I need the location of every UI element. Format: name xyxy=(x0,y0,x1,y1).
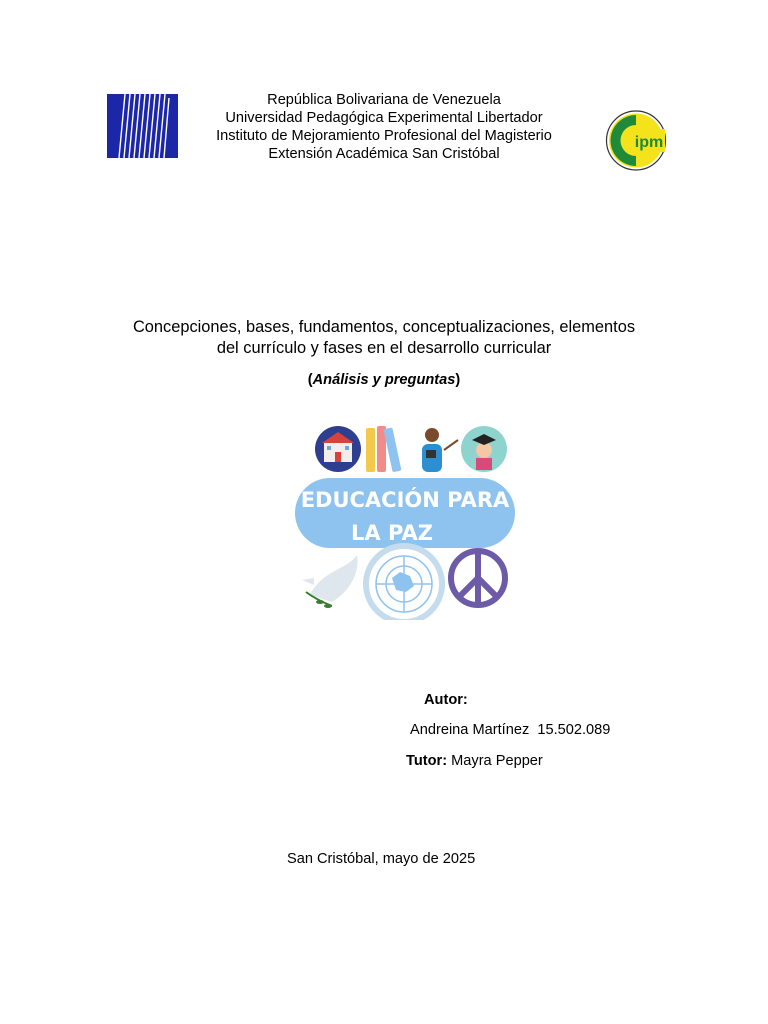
place-date: San Cristóbal, mayo de 2025 xyxy=(287,851,476,867)
graduate-icon xyxy=(461,426,507,472)
header-line-country: República Bolivariana de Venezuela xyxy=(267,92,501,108)
title-line-1: Concepciones, bases, fundamentos, conceptualizaciones, elementos xyxy=(132,318,636,336)
banner-line-2: LA PAZ xyxy=(351,521,433,545)
peace-education-graphic xyxy=(292,420,520,620)
un-emblem-icon xyxy=(366,546,442,620)
subtitle-text: Análisis y preguntas xyxy=(312,372,456,388)
tutor-label: Tutor: xyxy=(406,753,448,769)
header-line-institute: Instituto de Mejoramiento Profesional del Magisterio xyxy=(216,128,552,144)
tutor-line xyxy=(406,753,543,769)
books-icon xyxy=(366,426,401,472)
institution-header xyxy=(190,91,578,163)
ipm-logo-text: ipm xyxy=(634,134,664,151)
tutor-name: Mayra Pepper xyxy=(451,753,543,769)
title-line-2: del currículo y fases en el desarrollo curricular xyxy=(216,339,552,357)
subtitle-open-paren: ( xyxy=(307,372,313,388)
document-title xyxy=(84,317,684,359)
upel-stripes-icon xyxy=(107,94,178,158)
upel-logo xyxy=(107,94,178,158)
header-line-extension: Extensión Académica San Cristóbal xyxy=(268,146,500,162)
ipm-logo xyxy=(605,109,667,172)
author-label: Autor: xyxy=(424,692,468,708)
school-icon xyxy=(315,426,361,472)
header-line-university: Universidad Pedagógica Experimental Libertador xyxy=(225,110,543,126)
subtitle-close-paren: ) xyxy=(455,372,461,388)
peace-education-illustration xyxy=(292,420,520,620)
document-subtitle xyxy=(84,371,684,389)
dove-icon xyxy=(302,555,358,608)
banner-line-1: EDUCACIÓN PARA xyxy=(300,488,510,512)
ipm-logo-icon xyxy=(605,109,667,172)
author-name-id: Andreina Martínez 15.502.089 xyxy=(410,722,611,738)
peace-symbol-icon xyxy=(451,551,505,605)
teacher-icon xyxy=(422,428,458,472)
